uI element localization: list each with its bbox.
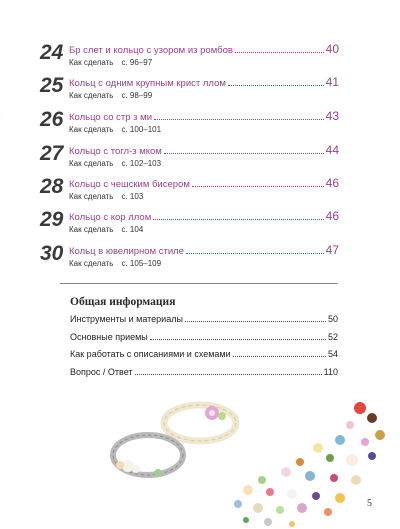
leader-dots [192,178,324,187]
how-to-line [69,192,143,201]
entry-title: Кольцо с тогл-з мком [69,146,162,157]
entry-title: Кольцо с чешским бисером [69,179,190,190]
leader-dots [235,44,324,53]
entry-page: 46 [325,176,339,190]
entry-number: 30 [40,242,64,265]
leader-dots [154,111,324,120]
general-info-heading: Общая информация [70,296,176,308]
leader-dots [153,211,323,220]
how-to-label: Как сделать [69,159,114,168]
how-to-pages: с. 103 [121,192,144,201]
entry-number: 25 [40,74,64,97]
silver-bracelet [113,435,183,477]
general-info-item[interactable] [70,314,338,332]
toc-entry[interactable] [40,40,340,70]
how-to-pages: с. 102–103 [121,159,162,168]
entry-title: Кольцо с кор ллом [69,212,152,223]
beaded-jewelry-photo [0,380,400,529]
scattered-beads [234,402,385,527]
how-to-line [69,159,161,168]
item-page: 54 [327,349,338,359]
entry-title: Кольц с одним крупным крист ллом [69,78,226,89]
entry-page: 47 [325,243,339,257]
entry-number: 26 [40,108,64,131]
entry-page: 46 [325,209,339,223]
entry-title: Кольцо со стр з ми [69,112,152,123]
entry-title-row [69,42,339,58]
entry-title-row [69,109,339,125]
show-through-text: · [0,112,4,123]
how-to-line [69,91,152,100]
how-to-label: Как сделать [69,58,114,67]
toc-entry[interactable] [40,141,340,171]
page-number: 5 [367,498,372,509]
item-label: Как работать с описаниями и схемами [70,349,231,359]
how-to-label: Как сделать [69,259,114,268]
how-to-label: Как сделать [69,91,114,100]
item-page: 52 [327,331,338,342]
entry-page: 43 [325,109,339,123]
leader-dots [164,145,324,154]
entry-title-row [69,75,339,91]
how-to-line [69,225,143,234]
how-to-pages: с. 98–99 [121,91,153,100]
item-label: Инструменты и материалы [70,314,183,324]
toc-entry[interactable] [40,207,340,237]
how-to-label: Как сделать [69,125,114,134]
how-to-line [69,58,152,67]
how-to-pages: с. 100–101 [121,125,162,134]
entry-number: 27 [40,142,64,165]
how-to-line [69,259,161,268]
entry-title-row [69,209,339,225]
general-info-item[interactable] [70,332,338,350]
item-label: Вопрос / Ответ [70,366,133,377]
section-divider [60,283,338,284]
how-to-pages: с. 104 [121,225,144,234]
entry-title-row [69,243,339,259]
item-page: 50 [327,314,338,324]
entry-number: 29 [40,208,64,231]
entry-page: 41 [325,75,339,89]
general-info-item[interactable] [70,349,338,367]
entry-page: 44 [325,143,339,157]
leader-dots [185,314,326,322]
how-to-label: Как сделать [69,192,114,201]
entry-number: 28 [40,175,64,198]
leader-dots [186,245,324,254]
item-label: Основные приемы [70,331,148,342]
leader-dots [150,332,326,340]
entry-title-row [69,143,339,159]
entry-page: 40 [325,42,339,56]
leader-dots [233,349,326,357]
entry-title: Кольц в ювелирном стиле [69,246,184,257]
how-to-pages: с. 105–109 [121,259,162,268]
how-to-line [69,125,161,134]
item-page: 110 [323,366,338,377]
toc-entry[interactable] [40,174,340,204]
pearl-bracelet [164,405,236,441]
toc-entry[interactable] [40,107,340,137]
entry-title-row [69,176,339,192]
entry-number: 24 [40,41,64,64]
general-info-list [70,314,338,384]
how-to-pages: с. 96–97 [121,58,153,67]
toc-entry[interactable] [40,73,340,103]
leader-dots [135,367,322,375]
toc-entry[interactable] [40,241,340,271]
how-to-label: Как сделать [69,225,114,234]
leader-dots [228,77,324,86]
entry-title: Бр слет и кольцо с узором из ромбов [69,45,233,56]
